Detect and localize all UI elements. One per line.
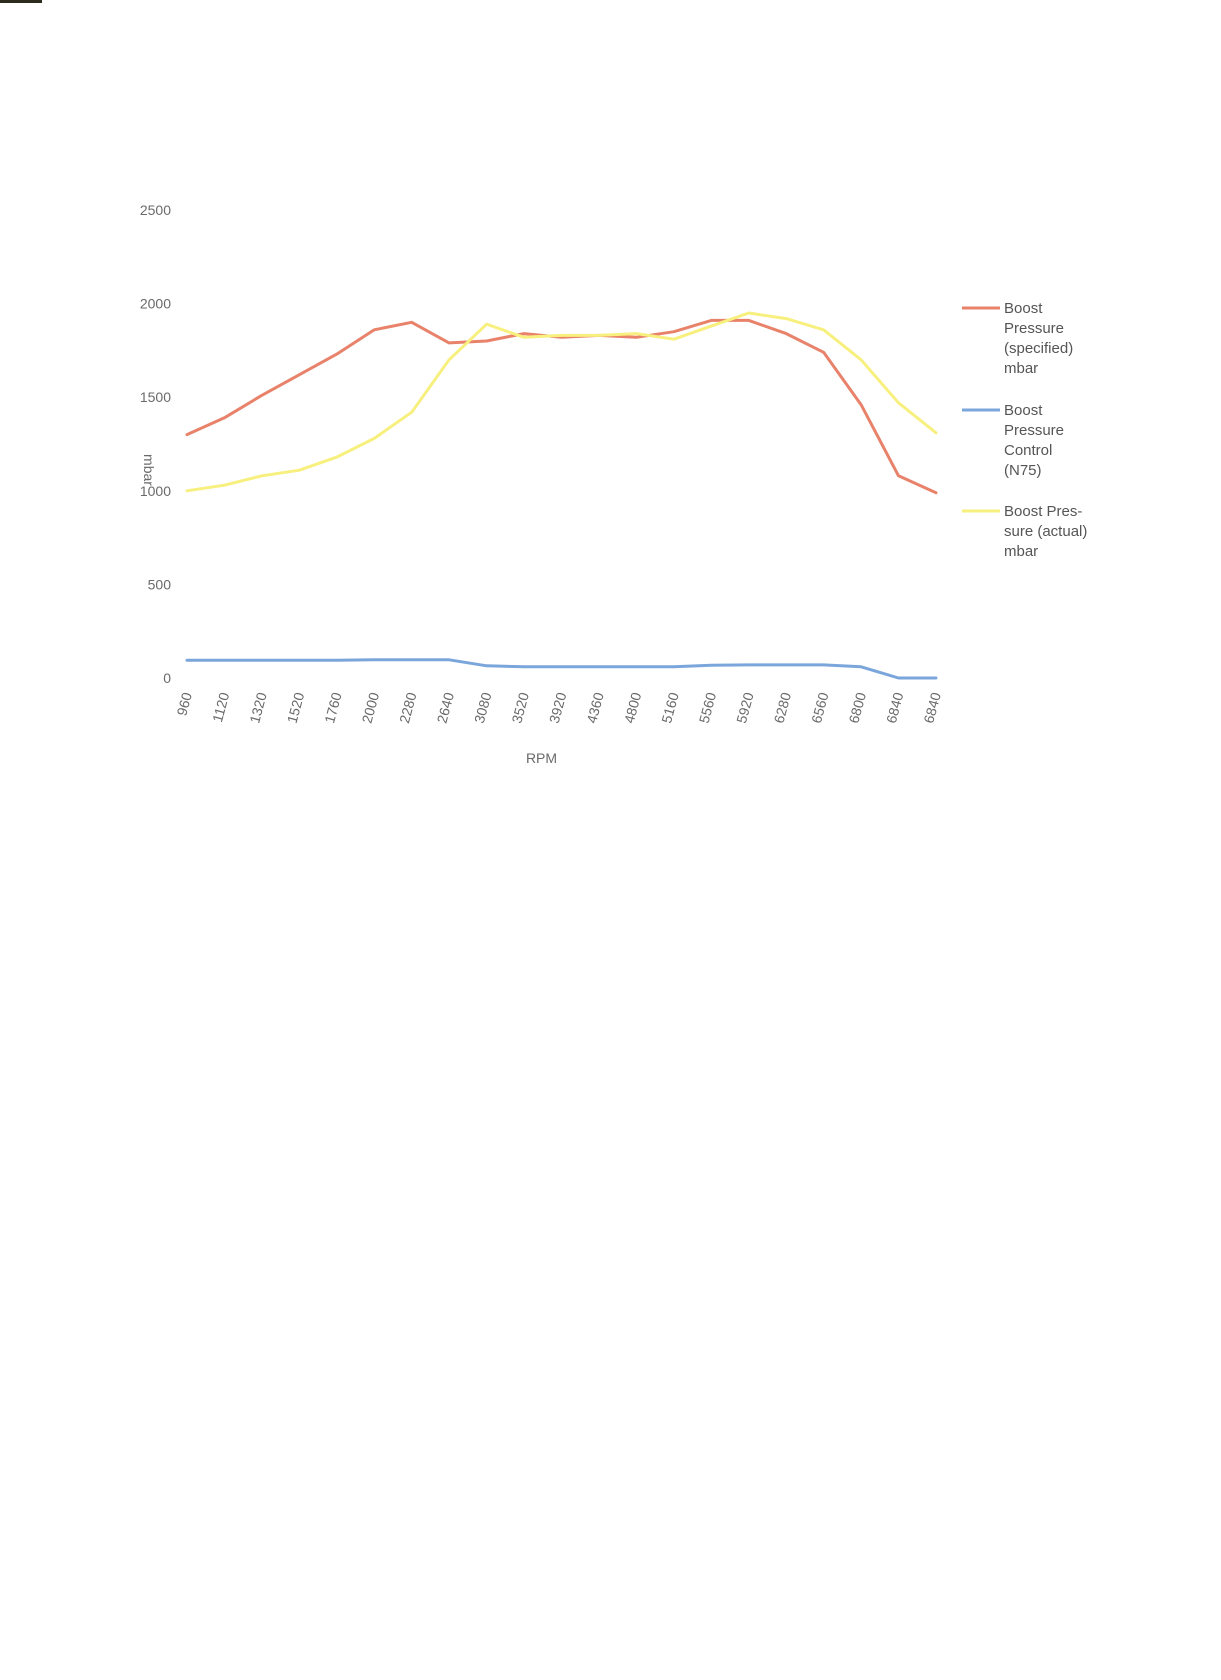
legend-label-2: Pressure [1004, 422, 1065, 439]
x-tick-label: 6560 [808, 690, 832, 725]
x-tick-label: 3920 [545, 690, 570, 725]
y-tick-label: 1500 [139, 389, 171, 406]
y-tick-label: 2500 [139, 202, 171, 218]
legend [962, 300, 1087, 560]
x-tick-label: 2640 [433, 690, 458, 725]
series-line-3 [187, 313, 936, 491]
x-tick-label: 5160 [658, 690, 682, 725]
legend-label-3: sure (actual) [1004, 523, 1088, 540]
series-line-2 [187, 660, 936, 678]
y-tick-label: 1000 [139, 482, 171, 499]
x-tick-label: 1520 [283, 690, 308, 725]
legend-label-2: (N75) [1004, 462, 1042, 479]
x-tick-label: 3520 [508, 690, 532, 725]
y-tick-label: 2000 [139, 295, 171, 312]
x-tick-label: 2000 [358, 690, 383, 725]
x-tick-label: 3080 [470, 690, 495, 725]
legend-label-1: Pressure [1004, 320, 1065, 337]
x-tick-label: 2280 [396, 690, 420, 725]
x-tick-label: 6840 [882, 690, 907, 725]
y-axis-ticks [140, 202, 171, 686]
x-tick-label: 4360 [583, 690, 607, 725]
y-tick-label: 0 [163, 670, 171, 686]
legend-label-1: mbar [1004, 360, 1039, 377]
legend-label-3: Boost Pres- [1004, 503, 1083, 520]
x-tick-label: 5920 [733, 690, 757, 725]
x-tick-label: 1760 [321, 690, 345, 725]
x-tick-label: 5560 [695, 690, 720, 725]
x-axis-label: RPM [525, 750, 558, 766]
legend-label-2: Control [1004, 442, 1053, 459]
x-tick-label: 960 [173, 690, 195, 718]
x-axis-ticks [173, 690, 944, 724]
series-line-1 [187, 320, 936, 492]
x-tick-label: 6840 [920, 690, 944, 725]
plot-lines [187, 313, 936, 678]
legend-label-3: mbar [1004, 543, 1039, 560]
legend-label-1: Boost [1004, 300, 1043, 317]
y-axis-label: mbar [141, 454, 157, 486]
x-tick-label: 4800 [620, 690, 645, 725]
x-tick-label: 1320 [246, 690, 270, 725]
legend-label-1: (specified) [1004, 340, 1074, 357]
x-tick-label: 6280 [770, 690, 795, 725]
y-tick-label: 500 [147, 576, 171, 593]
legend-label-2: Boost [1004, 402, 1043, 419]
x-tick-label: 1120 [209, 690, 233, 724]
x-tick-label: 6800 [845, 690, 869, 725]
